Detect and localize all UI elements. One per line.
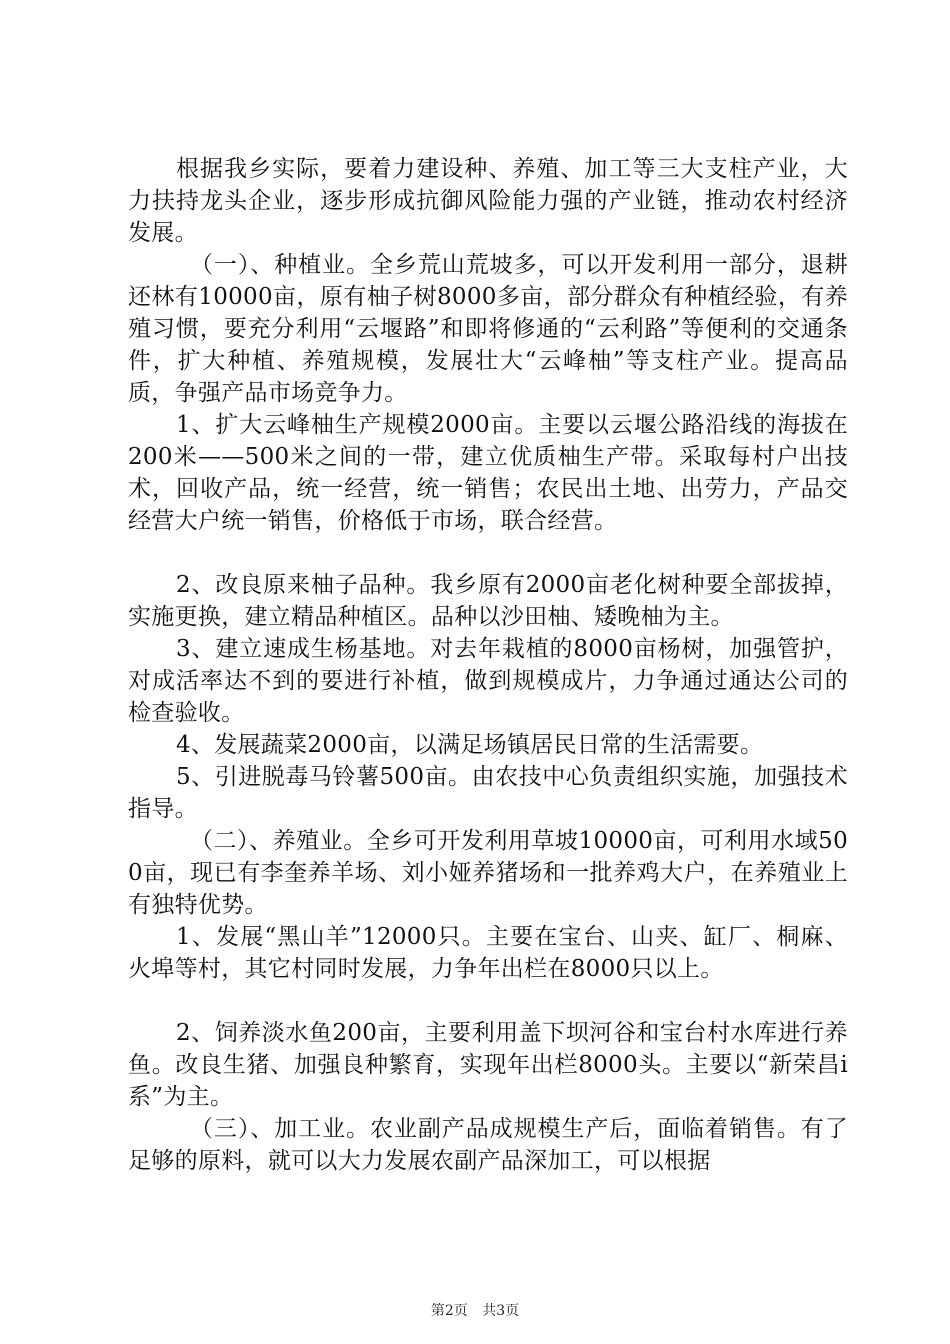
planting-item-1: 1、扩大云峰柚生产规模2000亩。主要以云堰公路沿线的海拔在200米——500米之间的一带，建立优质柚生产带。采取每村户出技术，回收产品，统一经营，统一销售；农民出土地、出劳力，产品交经营大户统一销售，价格低于市场，联合经营。 bbox=[128, 412, 848, 534]
document-body bbox=[128, 153, 848, 1177]
breeding-item-2: 2、饲养淡水鱼200亩，主要利用盖下坝河谷和宝台村水库进行养鱼。改良生猪、加强良种繁育，实现年出栏8000头。主要以“新荣昌ⅰ系”为主。 bbox=[128, 1020, 848, 1110]
section-breeding-paragraph: （二）、养殖业。全乡可开发利用草坡10000亩，可利用水域500亩，现已有李奎养羊场、刘小娅养猪场和一批养鸡大户，在养殖业上有独特优势。 bbox=[128, 828, 848, 918]
planting-item-5: 5、引进脱毒马铃薯500亩。由农技中心负责组织实施，加强技术指导。 bbox=[128, 764, 848, 822]
breeding-item-1: 1、发展“黑山羊”12000只。主要在宝台、山夹、缸厂、桐麻、火埠等村，其它村同时发展，力争年出栏在8000只以上。 bbox=[128, 924, 848, 982]
planting-item-4: 4、发展蔬菜2000亩，以满足场镇居民日常的生活需要。 bbox=[176, 732, 764, 758]
intro-paragraph: 根据我乡实际，要着力建设种、养殖、加工等三大支柱产业，大力扶持龙头企业，逐步形成抗御风险能力强的产业链，推动农村经济发展。 bbox=[128, 156, 848, 246]
section-processing-paragraph: （三）、加工业。农业副产品成规模生产后，面临着销售。有了足够的原料，就可以大力发展农副产品深加工，可以根据 bbox=[128, 1116, 848, 1174]
section-planting-paragraph: （一）、种植业。全乡荒山荒坡多，可以开发利用一部分，退耕还林有10000亩，原有柚子树8000多亩，部分群众有种植经验，有养殖习惯，要充分利用“云堰路”和即将修通的“云利路”等便利的交通条件，扩大种植、养殖规模，发展壮大“云峰柚”等支柱产业。提高品质，争强产品市场竞争力。 bbox=[128, 252, 848, 406]
planting-item-2: 2、改良原来柚子品种。我乡原有2000亩老化树种要全部拔掉，实施更换，建立精品种植区。品种以沙田柚、矮晚柚为主。 bbox=[128, 572, 848, 630]
total-pages: 共3页 bbox=[482, 1303, 520, 1319]
planting-item-3: 3、建立速成生杨基地。对去年栽植的8000亩杨树，加强管护，对成活率达不到的要进行补植，做到规模成片，力争通过通达公司的检查验收。 bbox=[128, 636, 848, 726]
page-number: 第2页 bbox=[430, 1303, 468, 1319]
page-footer bbox=[0, 1302, 950, 1320]
